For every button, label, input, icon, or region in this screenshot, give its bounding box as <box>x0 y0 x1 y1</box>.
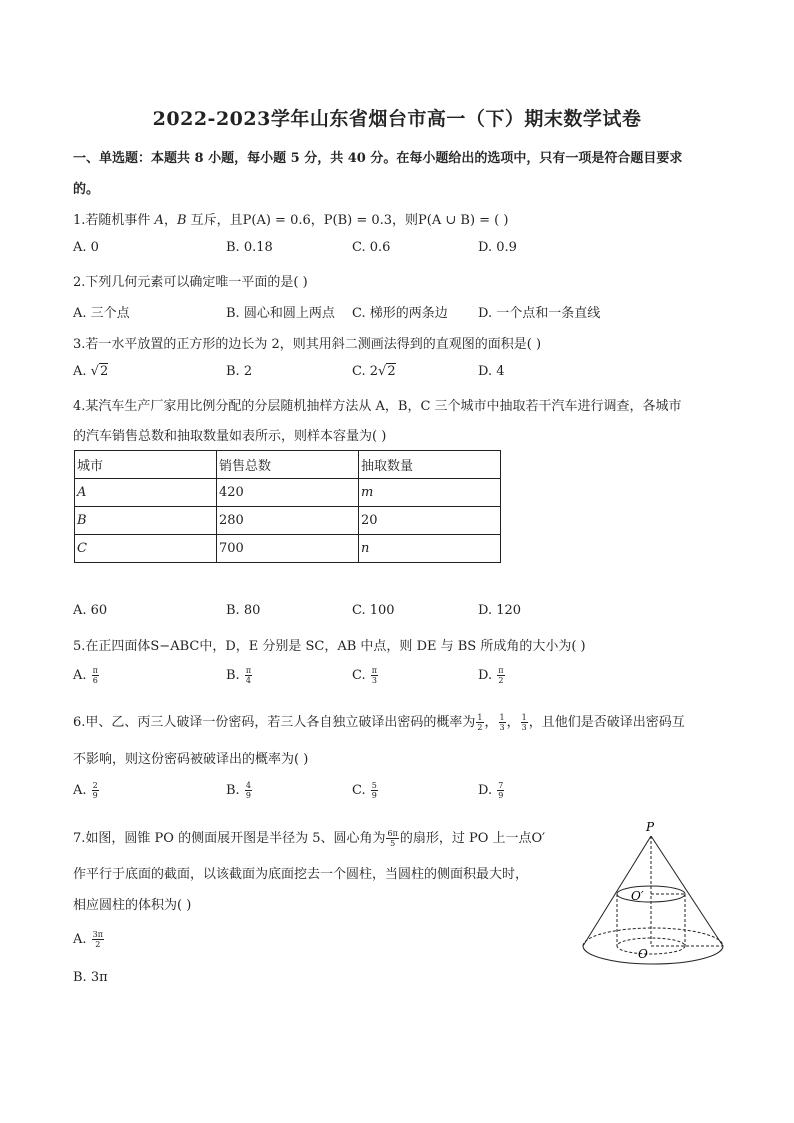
numerator: 1 <box>499 713 505 722</box>
option-label: C. <box>352 783 370 798</box>
q6-stem-a: 6.甲、乙、丙三人破译一份密码，若三人各自独立破译出密码的概率为 <box>73 715 476 730</box>
fraction <box>499 713 506 732</box>
table-header-cell: 抽取数量 <box>359 451 501 479</box>
cone-base-front <box>583 946 723 964</box>
sqrt-symbol: √2 <box>90 364 109 379</box>
option-label: A. <box>73 668 91 683</box>
option-label: B. <box>226 783 244 798</box>
section-intro-line2: 的。 <box>73 182 100 197</box>
question-6-stem-line2: 不影响，则这份密码被破译出的概率为( ) <box>73 752 309 767</box>
q1-var-a: A <box>154 213 164 228</box>
denominator: 9 <box>371 791 377 800</box>
q6-option-c <box>352 781 379 800</box>
fraction <box>371 781 378 800</box>
denominator: 2 <box>477 723 483 732</box>
question-5-stem: 5.在正四面体S−ABC中，D，E 分别是 SC，AB 中点，则 DE 与 BS 所成角的大小为( ) <box>73 639 586 654</box>
question-4-stem-line2: 的汽车销售总数和抽取数量如表所示，则样本容量为( ) <box>73 429 387 444</box>
denominator: 6 <box>92 676 98 685</box>
label-apex-p: P <box>646 820 655 834</box>
denominator: 3 <box>499 723 505 732</box>
q3-option-d: D. 4 <box>478 364 505 379</box>
fraction <box>92 666 99 685</box>
denominator: 2 <box>95 940 101 949</box>
section-intro-line1: 一、单选题：本题共 8 小题，每小题 5 分，共 40 分。在每小题给出的选项中，只有一项是符合题目要求 <box>73 151 683 166</box>
option-label: D. <box>478 783 497 798</box>
question-2-stem: 2.下列几何元素可以确定唯一平面的是( ) <box>73 275 308 290</box>
numerator: 2 <box>92 781 98 790</box>
question-4-stem-line1: 4.某汽车生产厂家用比例分配的分层随机抽样方法从 A，B，C 三个城市中抽取若干汽车进行调查，各城市 <box>73 399 682 414</box>
denominator: 9 <box>92 791 98 800</box>
denominator: 4 <box>245 676 251 685</box>
q7-option-a <box>73 930 105 949</box>
label-base-center: O <box>638 947 648 961</box>
table-cell: m <box>359 479 501 507</box>
fraction <box>386 829 398 848</box>
sqrt-symbol: √2 <box>378 364 396 379</box>
table-cell: 420 <box>217 479 359 507</box>
q6-option-b <box>226 781 253 800</box>
denominator: 5 <box>390 839 396 848</box>
numerator: 5 <box>371 781 377 790</box>
table-header-row <box>75 451 501 479</box>
fraction <box>92 930 104 949</box>
q1-option-a: A. 0 <box>73 240 99 255</box>
q7-stem-b: 的扇形，过 PO 上一点O′ <box>399 831 546 846</box>
q5-option-c <box>352 666 379 685</box>
denominator: 9 <box>498 791 504 800</box>
fraction <box>245 666 252 685</box>
numerator: π <box>371 666 378 675</box>
question-7-stem-line2: 作平行于底面的截面，以该截面为底面挖去一个圆柱，当圆柱的侧面积最大时， <box>73 867 529 882</box>
numerator: 6π <box>387 829 398 838</box>
exam-title: 2022-2023学年山东省烟台市高一（下）期末数学试卷 <box>152 108 642 130</box>
question-6-stem-line1: 6.甲、乙、丙三人破译一份密码，若三人各自独立破译出密码的概率为 $\frac{1}{2}$ ， $\frac{1}{3}$ ， $\frac{1}{3}$ ，且他们是否破译出密码互 <box>73 713 685 732</box>
table-cell: 280 <box>217 507 359 535</box>
q3-option-c-label: C. 2 <box>352 364 379 379</box>
numerator: 3π <box>92 930 104 939</box>
q1-stem-c: ， <box>163 213 177 228</box>
fraction <box>497 666 504 685</box>
option-label: A. <box>73 932 91 947</box>
numerator: π <box>92 666 98 675</box>
question-7-stem-line1 <box>73 827 545 848</box>
table-cell: n <box>359 535 501 563</box>
numerator: π <box>498 666 504 675</box>
table-row <box>75 535 501 563</box>
denominator: 3 <box>371 676 377 685</box>
q1-var-b: B <box>176 213 187 228</box>
table-cell: 20 <box>359 507 501 535</box>
q7-stem-a: 7.如图，圆锥 PO 的侧面展开图是半径为 5、圆心角为 <box>73 831 386 846</box>
denominator: 2 <box>498 676 504 685</box>
q2-option-c: C. 梯形的两条边 <box>352 306 448 321</box>
fraction <box>245 781 252 800</box>
option-label: B. <box>226 668 244 683</box>
table-header-cell: 销售总数 <box>217 451 359 479</box>
q3-option-c-radicand: 2 <box>387 364 396 379</box>
q4-option-a: A. 60 <box>73 603 108 618</box>
table-header-cell: 城市 <box>75 451 217 479</box>
denominator: 3 <box>521 723 527 732</box>
q7-option-b: B. 3π <box>73 970 108 985</box>
fraction <box>371 666 378 685</box>
label-top-center: O′ <box>631 889 644 903</box>
fraction <box>476 713 483 732</box>
q4-option-b: B. 80 <box>226 603 261 618</box>
q5-option-a <box>73 666 100 685</box>
numerator: 4 <box>245 781 251 790</box>
numerator: π <box>245 666 252 675</box>
q4-option-d: D. 120 <box>478 603 522 618</box>
fraction <box>92 781 99 800</box>
option-label: A. <box>73 783 91 798</box>
q6-option-d <box>478 781 505 800</box>
q1-stem-a: 1.若随机事件 <box>73 213 155 228</box>
denominator: 9 <box>245 791 251 800</box>
q1-option-b: B. 0.18 <box>226 240 273 255</box>
table-row <box>75 479 501 507</box>
fraction <box>521 713 528 732</box>
q2-option-a: A. 三个点 <box>73 306 130 321</box>
table-row <box>75 507 501 535</box>
table-cell: B <box>75 507 217 535</box>
q2-option-b: B. 圆心和圆上两点 <box>226 306 335 321</box>
q3-option-c <box>352 364 396 379</box>
q1-stem-e: 互斥，且P(A) = 0.6，P(B) = 0.3，则P(A ∪ B) = ( ) <box>186 213 509 228</box>
q6-stem-b: ，且他们是否破译出密码互 <box>528 715 685 730</box>
numerator: 1 <box>521 713 527 722</box>
cone-base-back <box>583 928 723 946</box>
q2-option-d: D. 一个点和一条直线 <box>478 306 601 321</box>
q4-option-c: C. 100 <box>352 603 395 618</box>
table-cell: C <box>75 535 217 563</box>
q1-option-d: D. 0.9 <box>478 240 517 255</box>
option-label: D. <box>478 668 497 683</box>
sales-table <box>74 450 501 563</box>
q3-option-b: B. 2 <box>226 364 253 379</box>
cone-cylinder-figure <box>578 818 728 973</box>
q3-option-a-label: A. <box>73 364 91 379</box>
cone-right-edge <box>651 836 723 946</box>
numerator: 1 <box>477 713 483 722</box>
question-1-stem <box>73 209 508 228</box>
q3-option-a-radicand: 2 <box>99 364 109 379</box>
q5-option-b <box>226 666 253 685</box>
fraction <box>497 781 504 800</box>
question-3-stem: 3.若一水平放置的正方形的边长为 2，则其用斜二测画法得到的直观图的面积是( ) <box>73 337 542 352</box>
numerator: 7 <box>498 781 504 790</box>
question-7-stem-line3: 相应圆柱的体积为( ) <box>73 898 192 913</box>
q6-option-a <box>73 781 100 800</box>
q3-option-a <box>73 364 108 379</box>
q5-option-d <box>478 666 506 685</box>
option-label: C. <box>352 668 370 683</box>
table-cell: A <box>75 479 217 507</box>
q1-option-c: C. 0.6 <box>352 240 391 255</box>
table-cell: 700 <box>217 535 359 563</box>
